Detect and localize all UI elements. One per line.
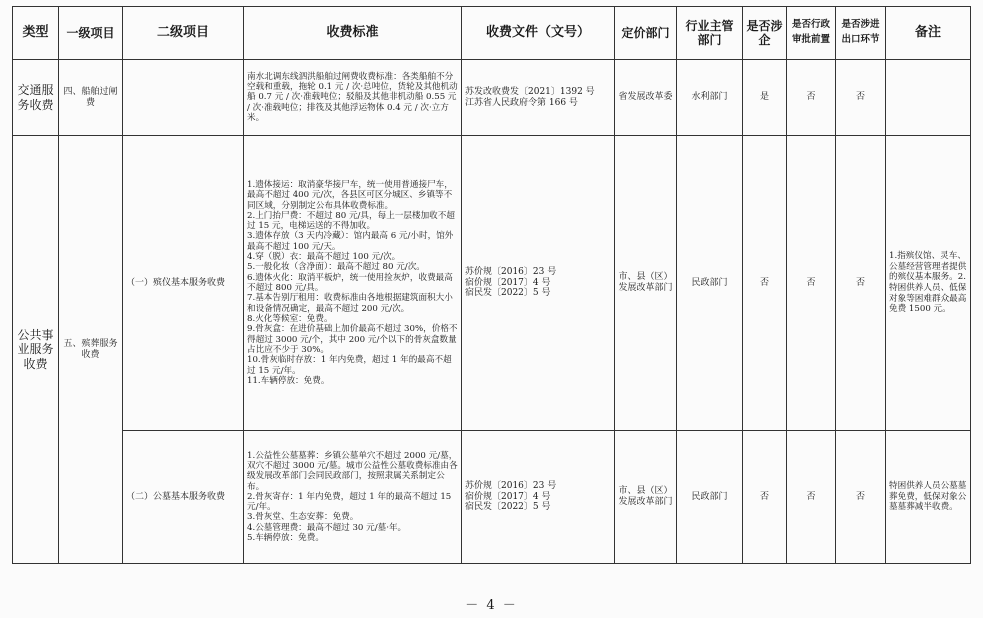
admin-approval-cell: 否 xyxy=(787,60,836,136)
standard-item: 2.上门抬尸费：不超过 80 元/具，每上一层楼加收不超过 15 元，电梯运送的不得加收。 xyxy=(247,210,455,232)
header-authority: 行业主管部门 xyxy=(677,7,743,60)
pricing-dept-cell: 市、县（区）发展改革部门 xyxy=(615,136,677,431)
authority-cell: 民政部门 xyxy=(677,136,743,431)
standard-item: 6.遗体火化：取消平板炉，统一使用捡灰炉，收费最高不超过 800 元/具。 xyxy=(247,272,453,293)
type-cell: 交通服务收费 xyxy=(13,60,59,136)
import-export-cell: 否 xyxy=(836,60,886,136)
header-enterprise: 是否涉企 xyxy=(743,7,787,60)
standard-item: 5.车辆停放：免费。 xyxy=(247,533,324,544)
standard-cell xyxy=(244,431,462,564)
header-import-export: 是否涉进出口环节 xyxy=(836,7,886,60)
standard-item: 8.火化等候室：免费。 xyxy=(247,313,333,324)
standard-item: 3.骨灰堂、生态安葬：免费。 xyxy=(247,512,359,523)
authority-cell: 民政部门 xyxy=(677,431,743,564)
header-row xyxy=(13,7,971,60)
table-row xyxy=(13,136,971,431)
standard-item: 1.公益性公墓墓葬：乡镇公墓单穴不超过 2000 元/墓，双穴不超过 3000 元/墓。城市公益性公墓收费标准由各级发展改革部门会同民政部门，按照隶属关系制定公布。 xyxy=(247,450,458,492)
import-export-cell: 否 xyxy=(836,136,886,431)
standard-item: 7.基本告别厅租用：收费标准由各地根据建筑面积大小和设备情况确定，最高不超过 200 元/次。 xyxy=(247,293,453,314)
pricing-dept-cell: 市、县（区）发展改革部门 xyxy=(615,431,677,564)
table-row xyxy=(13,431,971,564)
standard-item: 1.遗体接运：取消豪华接尸车，统一使用普通接尸车，最高不超过 400 元/次，各县区可区分城区、乡镇等不同区域，分别制定公布具体收费标准。 xyxy=(247,179,453,211)
document-line: 苏价规〔2016〕23 号 xyxy=(465,266,557,277)
header-level2: 二级项目 xyxy=(123,7,244,60)
header-standard: 收费标准 xyxy=(244,7,462,60)
standard-cell xyxy=(244,136,462,431)
admin-approval-cell: 否 xyxy=(787,136,836,431)
standard-item: 4.穿（脱）衣：最高不超过 100 元/次。 xyxy=(247,252,401,263)
header-admin-approval: 是否行政审批前置 xyxy=(787,7,836,60)
enterprise-cell: 否 xyxy=(743,136,787,431)
standard-item: 9.骨灰盒：在进价基础上加价最高不超过 30%，价格不得超过 3000 元/个，其中 200 元/个以下的骨灰盒数量占比应不少于 30%。 xyxy=(247,324,458,355)
standard-item: 4.公墓管理费：最高不超过 30 元/墓·年。 xyxy=(247,522,407,533)
document-line: 江苏省人民政府令第 166 号 xyxy=(465,97,578,108)
document-cell xyxy=(462,136,615,431)
level1-cell: 五、殡葬服务收费 xyxy=(59,136,123,564)
document-line: 苏发改收费发〔2021〕1392 号 xyxy=(465,86,595,97)
standard-item: 3.遗体存放（3 天内冷藏）：馆内最高 6 元/小时，馆外最高不超过 100 元/天。 xyxy=(247,231,454,252)
enterprise-cell: 是 xyxy=(743,60,787,136)
standard-item: 5.一般化妆（含净面）：最高不超过 80 元/次。 xyxy=(247,262,425,273)
standard-item: 10.骨灰临时存放：1 年内免费，超过 1 年的最高不超过 15 元/年。 xyxy=(247,355,452,376)
document-line: 宿价规〔2017〕4 号 xyxy=(465,491,551,502)
fee-table xyxy=(12,6,971,564)
document-line: 宿民发〔2022〕5 号 xyxy=(465,288,551,299)
admin-approval-cell: 否 xyxy=(787,431,836,564)
header-pricing-dept: 定价部门 xyxy=(615,7,677,60)
level2-cell: （一）殡仪基本服务收费 xyxy=(123,136,244,431)
header-document: 收费文件（文号） xyxy=(462,7,615,60)
remarks-cell: 1.指殡仪馆、灵车、公墓经营管理者提供的殡仪基本服务。2.特困供养人员、低保对象等困难群众最高免费 1500 元。 xyxy=(886,136,971,431)
import-export-cell: 否 xyxy=(836,431,886,564)
remarks-cell xyxy=(886,60,971,136)
remarks-cell: 特困供养人员公墓墓葬免费，低保对象公墓墓葬减半收费。 xyxy=(886,431,971,564)
page-number: － 4 － xyxy=(465,598,518,613)
enterprise-cell: 否 xyxy=(743,431,787,564)
level2-cell xyxy=(123,60,244,136)
level2-cell: （二）公墓基本服务收费 xyxy=(123,431,244,564)
document-line: 宿价规〔2017〕4 号 xyxy=(465,277,551,288)
authority-cell: 水利部门 xyxy=(677,60,743,136)
document-cell xyxy=(462,60,615,136)
header-type: 类型 xyxy=(13,7,59,60)
standard-item: 11.车辆停放：免费。 xyxy=(247,375,330,386)
document-line: 宿民发〔2022〕5 号 xyxy=(465,502,551,513)
document-cell xyxy=(462,431,615,564)
document-line: 苏价规〔2016〕23 号 xyxy=(465,480,557,491)
standard-cell: 南水北调东线泗洪船舶过闸费收费标准：各类船舶不分空载和重载，拖轮 0.1 元 / 次·总吨位，货轮及其他机动船 0.7 元 / 次·准载吨位；驳船及其他非机动船 0.55 元 / 次·准载吨位；排筏及其他浮运物体 0.4 元 / 次·立方米。 xyxy=(244,60,462,136)
standard-item: 2.骨灰寄存：1 年内免费，超过 1 年的最高不超过 15 元/年。 xyxy=(247,491,452,513)
level1-cell: 四、船舶过闸费 xyxy=(59,60,123,136)
type-cell: 公共事业服务收费 xyxy=(13,136,59,564)
table-row xyxy=(13,60,971,136)
header-remarks: 备注 xyxy=(886,7,971,60)
pricing-dept-cell: 省发展改革委 xyxy=(615,60,677,136)
header-level1: 一级项目 xyxy=(59,7,123,60)
